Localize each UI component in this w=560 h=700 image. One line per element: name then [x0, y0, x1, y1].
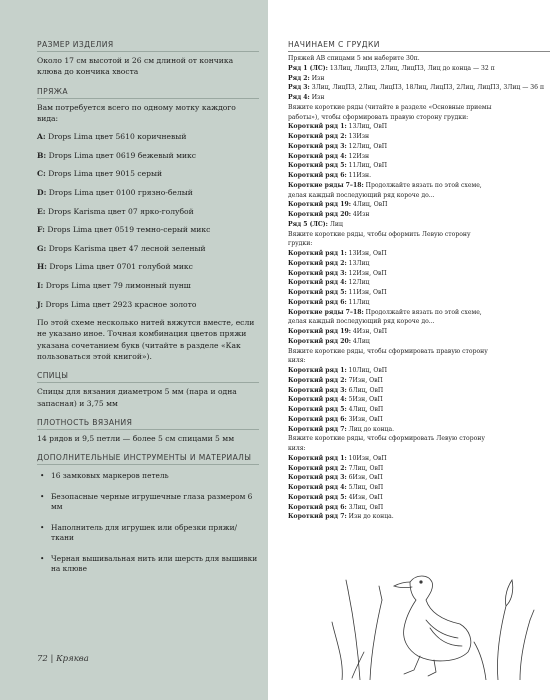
instruction-line: [288, 444, 550, 454]
instruction-line: [288, 64, 550, 74]
row-label: Ряд 5 (ЛС):: [288, 220, 328, 228]
row-label: Короткий ряд 6:: [288, 298, 347, 306]
instruction-line: [288, 425, 550, 435]
instruction-line: [288, 181, 550, 191]
yarn-letter: B:: [37, 150, 47, 160]
row-label: Короткие ряды 7–18:: [288, 308, 364, 316]
yarn-item: [37, 131, 259, 142]
instruction-line: [288, 454, 550, 464]
row-instruction: 11Лиц: [346, 298, 370, 306]
instructions-column: [288, 40, 550, 522]
tool-item: • Черная вышивальная нить или шерсть для вышивки на клюве: [51, 554, 259, 575]
row-label: Короткий ряд 19:: [288, 328, 351, 335]
instruction-line: [288, 122, 550, 132]
instruction-line: [288, 210, 550, 220]
instruction-line: [288, 220, 550, 230]
row-label: Короткий ряд 3:: [288, 386, 347, 394]
row-label: Ряд 1 (ЛС):: [288, 64, 328, 72]
yarn-letter: A:: [37, 132, 46, 142]
needles-heading: СПИЦЫ: [37, 371, 259, 383]
row-label: Короткий ряд 5:: [288, 162, 347, 170]
instruction-line: [288, 103, 550, 113]
tool-item: • Наполнитель для игрушек или обрезки пряжи/ткани: [51, 523, 259, 544]
row-label: Короткий ряд 4:: [288, 152, 347, 160]
instruction-line: [288, 395, 550, 405]
yarn-description: Drops Lima цвет 79 лимонный пунш: [43, 280, 191, 290]
tools-heading: ДОПОЛНИТЕЛЬНЫЕ ИНСТРУМЕНТЫ И МАТЕРИАЛЫ: [37, 453, 259, 465]
row-instruction: Вяжите короткие ряды, чтобы сформировать правую сторону: [288, 347, 488, 355]
row-label: Короткий ряд 6:: [288, 172, 347, 179]
gauge-heading: ПЛОТНОСТЬ ВЯЗАНИЯ: [37, 418, 259, 430]
instruction-line: [288, 113, 550, 123]
row-label: Короткий ряд 2:: [288, 259, 347, 267]
instruction-line: [288, 415, 550, 425]
row-instruction: 5Изн, ОвП: [346, 396, 383, 404]
row-instruction: Вяжите короткие ряды, чтобы сформировать Левую сторону: [288, 435, 485, 443]
row-instruction: Лиц: [327, 220, 343, 228]
row-label: Короткий ряд 5:: [288, 406, 347, 413]
row-label: Короткий ряд 5:: [288, 289, 347, 296]
needles-text: Спицы для вязания диаметром 5 мм (пара и одна запасная) и 3,75 мм: [37, 387, 237, 408]
row-instruction: 3Лиц, ЛицП3, 2Лиц, ЛицП3, 18Лиц, ЛицП3, 2Лиц, ЛицП3, 3Лиц — 36 п: [309, 84, 545, 92]
instruction-line: [288, 191, 550, 201]
yarn-letter: D:: [37, 187, 47, 197]
row-label: Короткий ряд 1:: [288, 250, 347, 257]
tool-item: • 16 замковых маркеров петель: [51, 471, 259, 482]
row-label: Короткий ряд 7:: [288, 513, 347, 521]
yarn-item: [37, 243, 259, 254]
yarn-description: Drops Lima цвет 0519 темно-серый микс: [44, 225, 211, 235]
yarn-heading: ПРЯЖА: [37, 87, 259, 99]
instruction-line: [288, 386, 550, 396]
row-label: Короткий ряд 3:: [288, 269, 347, 277]
row-instruction: 12Лиц: [346, 279, 370, 287]
instruction-line: [288, 152, 550, 162]
row-label: Короткий ряд 2:: [288, 464, 347, 472]
yarn-description: Drops Karisma цвет 07 ярко-голубой: [45, 206, 194, 216]
row-instruction: 13Изн: [346, 133, 370, 140]
row-instruction: 6Лиц, ОвП: [346, 386, 384, 394]
row-instruction: Изн: [309, 74, 325, 82]
row-instruction: 5Лиц, ОвП: [346, 484, 384, 491]
instruction-line: [288, 93, 550, 103]
yarn-letter: H:: [37, 262, 47, 272]
row-label: Короткий ряд 6:: [288, 415, 347, 423]
size-section: [37, 40, 259, 78]
left-panel: [0, 0, 268, 700]
yarn-item: [37, 224, 259, 235]
yarn-description: Drops Lima цвет 0619 бежевый микс: [46, 150, 197, 160]
instruction-line: [288, 356, 550, 366]
row-instruction: Изн: [309, 94, 325, 101]
yarn-letter: C:: [37, 169, 46, 179]
instruction-line: [288, 308, 550, 318]
row-instruction: 4Изн, ОвП: [350, 328, 388, 335]
row-instruction: киля:: [288, 357, 306, 365]
instruction-line: [288, 200, 550, 210]
yarn-item: [37, 280, 259, 291]
row-instruction: Лиц до конца.: [346, 425, 395, 433]
row-instruction: 13Лиц, ОвП: [346, 123, 388, 131]
yarn-note: По этой схеме несколько нитей вяжутся вместе, если не указано иное. Точная комбинация цветов пряжи указана сочетанием букв (читайте в разделе «Как пользоваться этой книгой»).: [37, 318, 255, 362]
instruction-line: [288, 337, 550, 347]
row-label: Короткий ряд 1:: [288, 367, 347, 374]
row-instruction: Пряжей AB спицами 5 мм наберите 30п.: [288, 55, 420, 62]
instruction-line: [288, 327, 550, 337]
row-label: Короткий ряд 4:: [288, 396, 347, 404]
instruction-line: [288, 317, 550, 327]
instruction-line: [288, 464, 550, 474]
yarn-section: [37, 87, 259, 363]
row-instruction: грудки:: [288, 240, 313, 248]
row-instruction: 10Лиц, ОвП: [346, 367, 388, 374]
yarn-description: Drops Lima цвет 0701 голубой микс: [46, 262, 193, 272]
yarn-item: [37, 261, 259, 272]
row-label: Короткий ряд 19:: [288, 201, 351, 209]
instruction-line: [288, 142, 550, 152]
tools-section: [37, 453, 259, 575]
row-label: Короткий ряд 20:: [288, 211, 351, 218]
yarn-item: [37, 150, 259, 161]
instruction-line: [288, 132, 550, 142]
row-instruction: 7Изн, ОвП: [346, 376, 383, 384]
instruction-line: [288, 259, 550, 269]
row-label: Короткий ряд 1:: [288, 454, 347, 462]
instruction-line: [288, 83, 550, 93]
row-instruction: 4Лиц, ОвП: [346, 406, 384, 413]
row-instruction: 4Лиц, ОвП: [350, 201, 388, 209]
instruction-line: [288, 161, 550, 171]
row-instruction: 4Изн, ОвП: [346, 493, 383, 501]
row-instruction: 12Изн: [346, 152, 370, 160]
yarn-item: [37, 187, 259, 198]
yarn-letter: I:: [37, 280, 44, 290]
row-instruction: 3Изн, ОвП: [346, 415, 383, 423]
instruction-line: [288, 493, 550, 503]
instructions-heading: НАЧИНАЕМ С ГРУДКИ: [288, 40, 550, 52]
instruction-line: [288, 74, 550, 84]
row-instruction: 3Лиц, ОвП: [346, 503, 384, 511]
row-instruction: 13Лиц: [346, 259, 370, 267]
row-label: Короткий ряд 1:: [288, 123, 347, 131]
yarn-intro: Вам потребуется всего по одному мотку каждого вида:: [37, 102, 236, 123]
tool-item: • Безопасные черные игрушечные глаза размером 6 мм: [51, 492, 259, 513]
row-instruction: работы»), чтобы сформировать правую сторону грудки:: [288, 113, 469, 121]
row-instruction: 11Изн.: [346, 172, 372, 179]
yarn-letter: F:: [37, 225, 45, 235]
page-footer: 72 | Кряква: [37, 654, 89, 664]
row-instruction: Изн до конца.: [346, 513, 394, 521]
instruction-line: [288, 171, 550, 181]
row-instruction: делая каждый последующий ряд короче до...: [288, 191, 435, 199]
instruction-line: [288, 347, 550, 357]
materials-column: [37, 40, 259, 585]
row-instruction: 13Изн, ОвП: [346, 250, 387, 257]
needles-section: [37, 371, 259, 409]
row-label: Ряд 3:: [288, 84, 310, 92]
duck-sketch-illustration: [330, 560, 540, 680]
instruction-line: [288, 269, 550, 279]
row-label: Короткий ряд 3:: [288, 142, 347, 150]
row-instruction: 4Изн: [350, 211, 370, 218]
instruction-line: [288, 249, 550, 259]
instruction-line: [288, 298, 550, 308]
yarn-description: Drops Lima цвет 2923 красное золото: [43, 299, 197, 309]
instruction-line: [288, 512, 550, 522]
yarn-description: Drops Lima цвет 9015 серый: [45, 169, 163, 179]
row-instruction: Вяжите короткие ряды, чтобы оформить Левую сторону: [288, 230, 471, 238]
instruction-line: [288, 483, 550, 493]
yarn-list: [37, 131, 259, 310]
row-instruction: 4Лиц: [350, 337, 370, 345]
row-instruction: 10Изн, ОвП: [346, 454, 387, 462]
size-text: Около 17 см высотой и 26 см длиной от кончика клюва до кончика хвоста: [37, 56, 234, 77]
gauge-section: [37, 418, 259, 444]
instruction-line: [288, 239, 550, 249]
row-label: Короткий ряд 2:: [288, 376, 347, 384]
yarn-letter: G:: [37, 243, 47, 253]
yarn-description: Drops Karisma цвет 47 лесной зеленый: [46, 243, 206, 253]
row-label: Ряд 4:: [288, 94, 310, 101]
instruction-line: [288, 376, 550, 386]
yarn-item: [37, 299, 259, 310]
row-label: Короткий ряд 4:: [288, 484, 347, 491]
gauge-text: 14 рядов и 9,5 петли — более 5 см спицами 5 мм: [37, 433, 235, 443]
yarn-letter: E:: [37, 206, 46, 216]
yarn-item: [37, 168, 259, 179]
row-instruction: Продолжайте вязать по этой схеме,: [363, 308, 482, 316]
row-label: Короткие ряды 7–18:: [288, 181, 364, 189]
row-label: Короткий ряд 4:: [288, 279, 347, 287]
row-instruction: 11Изн, ОвП: [346, 289, 387, 296]
row-instruction: 13Лиц, ЛицП3, 2Лиц, ЛицП3, Лиц до конца — 32 п: [327, 64, 495, 72]
instruction-line: [288, 503, 550, 513]
instruction-line: [288, 288, 550, 298]
row-instruction: 6Изн, ОвП: [346, 474, 383, 482]
instruction-line: [288, 473, 550, 483]
instruction-line: [288, 278, 550, 288]
row-label: Короткий ряд 7:: [288, 425, 347, 433]
instruction-line: [288, 230, 550, 240]
row-label: Короткий ряд 20:: [288, 337, 351, 345]
yarn-description: Drops Lima цвет 5610 коричневый: [45, 132, 187, 142]
row-instruction: Вяжите короткие ряды (читайте в разделе «Основные приемы: [288, 103, 492, 111]
instruction-line: [288, 434, 550, 444]
instruction-lines: [288, 54, 550, 522]
instruction-line: [288, 405, 550, 415]
row-label: Короткий ряд 5:: [288, 493, 347, 501]
size-heading: РАЗМЕР ИЗДЕЛИЯ: [37, 40, 259, 52]
row-label: Короткий ряд 6:: [288, 503, 347, 511]
instruction-line: [288, 54, 550, 64]
tools-list: [37, 471, 259, 575]
row-label: Ряд 2:: [288, 74, 310, 82]
row-instruction: 11Лиц, ОвП: [346, 162, 388, 170]
row-instruction: киля:: [288, 445, 306, 452]
yarn-description: Drops Lima цвет 0100 грязно-белый: [46, 187, 193, 197]
row-label: Короткий ряд 2:: [288, 133, 347, 140]
row-label: Короткий ряд 3:: [288, 474, 347, 482]
row-instruction: 7Лиц, ОвП: [346, 464, 384, 472]
yarn-letter: J:: [37, 299, 44, 309]
instruction-line: [288, 366, 550, 376]
row-instruction: Продолжайте вязать по этой схеме,: [363, 181, 482, 189]
row-instruction: 12Изн, ОвП: [346, 269, 387, 277]
row-instruction: 12Лиц, ОвП: [346, 142, 388, 150]
row-instruction: делая каждый последующий ряд короче до...: [288, 318, 435, 326]
yarn-item: [37, 206, 259, 217]
